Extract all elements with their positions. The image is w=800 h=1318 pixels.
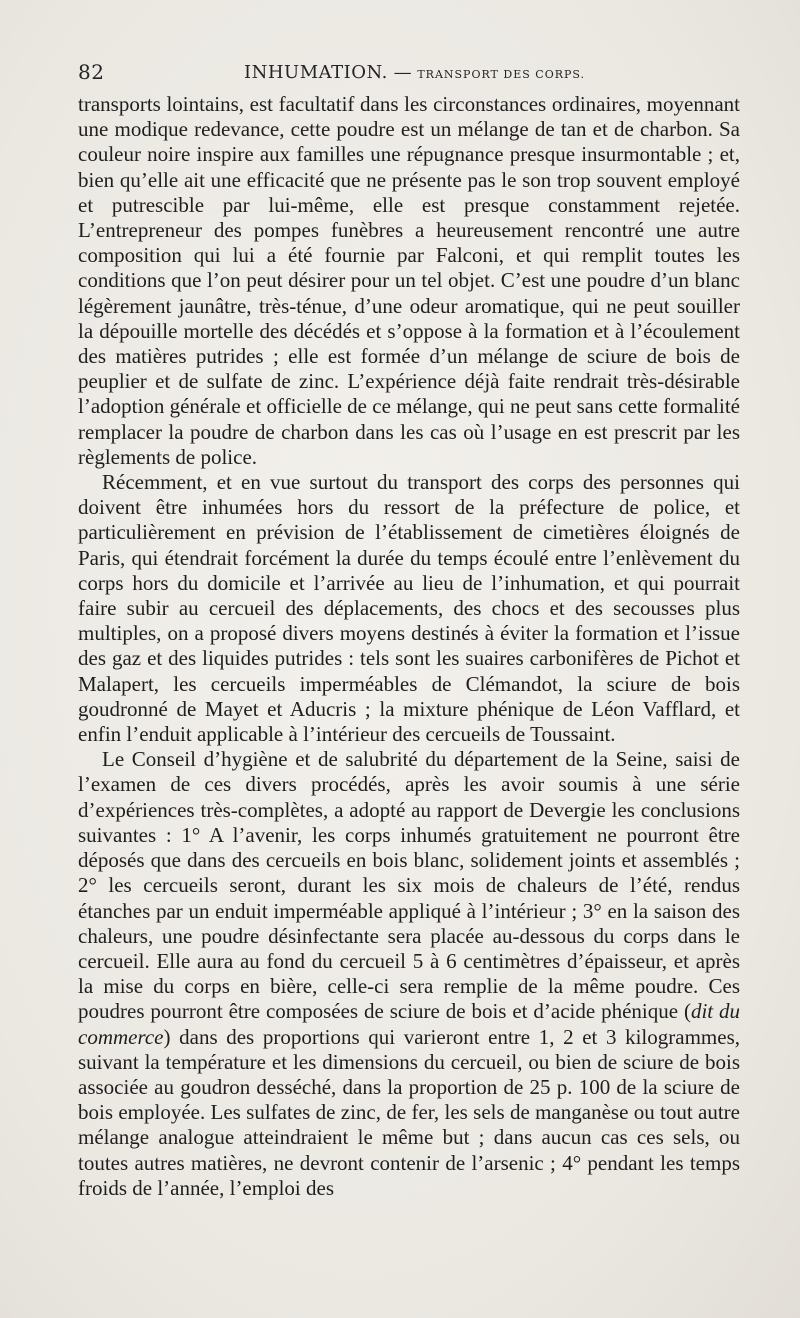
running-header (78, 58, 740, 88)
text-run: ) dans des proportions qui varieront entre 1, 2 et 3 kilogrammes, suivant la température et les dimensions du cercueil, ou bien de sciure de bois associée au goudron desséché, dans la proportion de 25 p. 100 de la sciure de bois employée. Les sulfates de zinc, de fer, les sels de manganèse ou tout autre mélange analogue atteindraient le même but ; dans aucun cas ces sels, ou toutes autres matières, ne devront contenir de l’arsenic ; 4° pendant les temps froids de l’année, l’emploi des (78, 1024, 740, 1200)
running-head-separator: — (387, 62, 418, 83)
text-run: Récemment, et en vue surtout du transport des corps des personnes qui doivent être inhumées hors du ressort de la préfecture de police, et particulièrement en prévision de l’établissement de cimetières éloignés de Paris, qui étendrait forcément la durée du temps écoulé entre l’enlèvement du corps hors du domicile et l’arrivée au lieu de l’inhumation, et qui pourrait faire subir au cercueil des déplacements, des chocs et des secousses plus multiples, on a proposé divers moyens destinés à éviter la formation et l’issue des gaz et des liquides putrides : tels sont les suaires carbonifères de Pichot et Malapert, les cercueils imperméables de Clémandot, la sciure de bois goudronné de Mayet et Aducris ; la mixture phénique de Léon Vafflard, et enfin l’enduit applicable à l’intérieur des cercueils de Toussaint. (78, 470, 740, 747)
running-head-title: INHUMATION. (244, 62, 388, 83)
paragraph (78, 470, 740, 747)
italic-text-run: dit du commerce (78, 999, 740, 1049)
paragraph (78, 747, 740, 1201)
running-head (244, 62, 585, 83)
text-run: Le Conseil d’hygiène et de salubrité du département de la Seine, saisi de l’examen de ces divers procédés, après les avoir soumis à une série d’expériences très-complètes, a adopté au rapport de Devergie les conclusions suivantes : 1° A l’avenir, les corps inhumés gratuitement ne pourront être déposés que dans des cercueils en bois blanc, solidement joints et assemblés ; 2° les cercueils seront, durant les six mois de chaleurs de l’été, rendus étanches par un enduit imperméable appliqué à l’intérieur ; 3° en la saison des chaleurs, une poudre désinfectante sera placée au-dessous du corps dans le cercueil. Elle aura au fond du cercueil 5 à 6 centimètres d’épaisseur, et après la mise du corps en bière, celle-ci sera remplie de la même poudre. Ces poudres pourront être composées de sciure de bois et d’acide phénique ( (78, 747, 740, 1024)
page-number: 82 (78, 60, 105, 84)
text-run: transports lointains, est facultatif dans les circonstances ordinaires, moyennant une modique redevance, cette poudre est un mélange de tan et de charbon. Sa couleur noire inspire aux familles une répugnance presque insurmontable ; et, bien qu’elle ait une efficacité que ne présente pas le son trop souvent employé et putrescible par lui-même, elle est presque constamment rejetée. L’entrepreneur des pompes funèbres a heureusement rencontré une autre composition qui lui a été fournie par Falconi, et qui remplit toutes les conditions que l’on peut désirer pour un tel objet. C’est une poudre d’un blanc légèrement jaunâtre, très-ténue, d’une odeur aromatique, qui ne peut souiller la dépouille mortelle des décédés et s’oppose à la formation et à l’écoulement des matières putrides ; elle est formée d’un mélange de sciure de bois de peuplier et de sulfate de zinc. L’expérience déjà faite rendrait très-désirable l’adoption générale et officielle de ce mélange, qui ne peut sans cette formalité remplacer la poudre de charbon dans les cas où l’usage en est prescrit par les règlements de police. (78, 92, 740, 469)
running-head-subtitle: TRANSPORT DES CORPS. (417, 68, 586, 81)
paragraph (78, 92, 740, 470)
body-text (78, 92, 740, 1201)
